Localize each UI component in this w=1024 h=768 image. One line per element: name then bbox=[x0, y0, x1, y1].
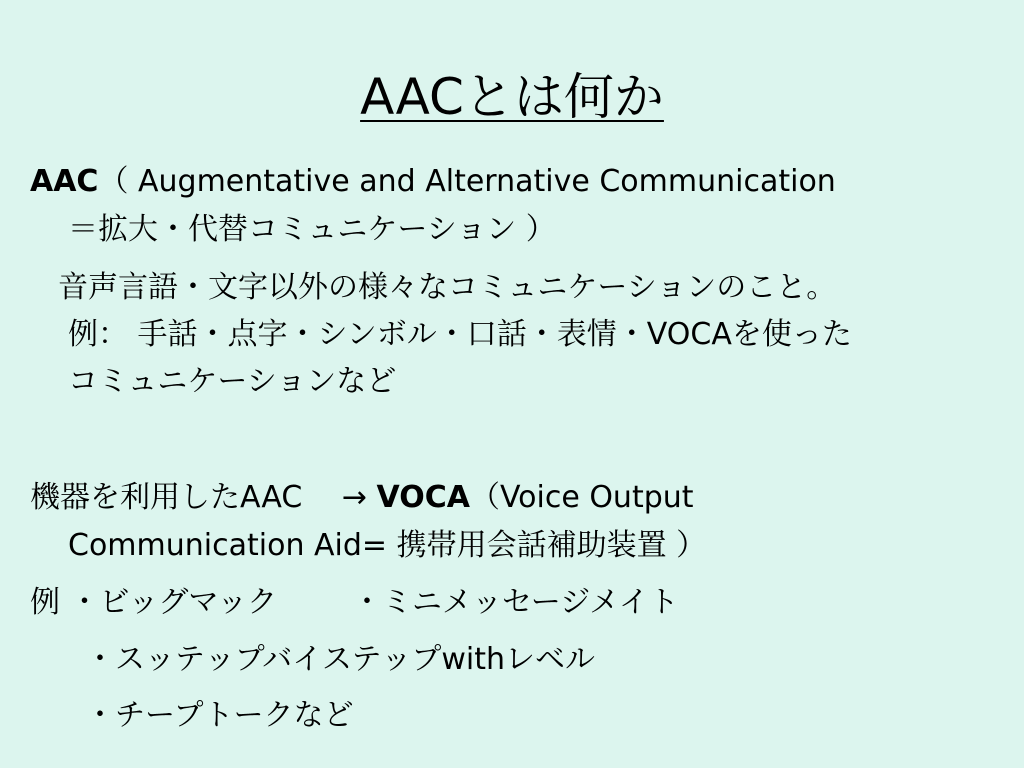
example-step-by-step: ・スッテップバイステップwithレベル bbox=[85, 642, 596, 677]
aac-examples: 例： 手話・点字・シンボル・口話・表情・VOCAを使った bbox=[68, 317, 852, 352]
aac-expansion: （ Augmentative and Alternative Communication bbox=[98, 164, 836, 199]
example-mini-message-mate: ・ミニメッセージメイト bbox=[352, 585, 679, 620]
slide-title-text: AACとは何か bbox=[360, 68, 664, 126]
example-big-mac: ・ビッグマック bbox=[69, 585, 278, 620]
aac-description: 音声言語・文字以外の様々なコミュニケーションのこと。 bbox=[58, 270, 837, 305]
aac-examples-cont: コミュニケーションなど bbox=[68, 364, 397, 399]
voca-expansion: （Voice Output bbox=[469, 480, 694, 515]
example-cheap-talk: ・チープトークなど bbox=[85, 698, 354, 733]
voca-term: VOCA bbox=[376, 480, 470, 515]
aac-definition-line bbox=[30, 162, 836, 202]
device-examples-line bbox=[30, 583, 277, 623]
voca-translation: Communication Aid= 携帯用会話補助装置 ） bbox=[68, 528, 707, 563]
examples-prefix: 例 bbox=[30, 585, 70, 620]
slide-title bbox=[0, 64, 1024, 130]
aac-translation: ＝拡大・代替コミュニケーション ） bbox=[68, 212, 556, 247]
device-aac-lead: 機器を利用したAAC → bbox=[30, 480, 377, 515]
aac-term: AAC bbox=[30, 164, 99, 199]
device-aac-line bbox=[30, 478, 694, 518]
